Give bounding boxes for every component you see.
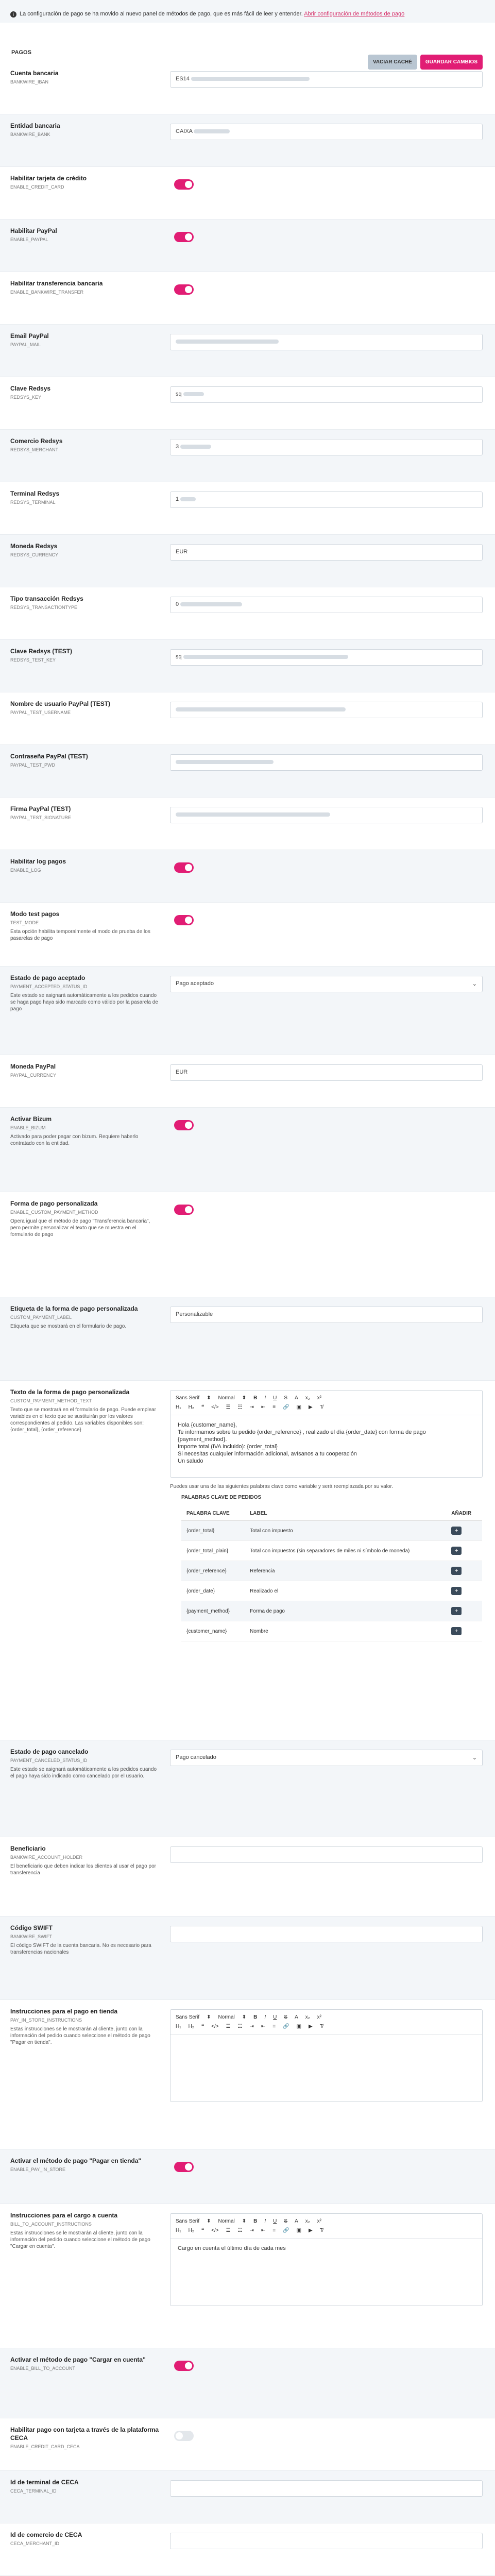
image-icon[interactable]: ▣: [296, 2228, 302, 2233]
store-instructions-editor[interactable]: [170, 2009, 483, 2102]
field-key: ENABLE_BILL_TO_ACCOUNT: [10, 2366, 75, 2371]
field-key: PAYPAL_TEST_PWD: [10, 762, 56, 768]
field-key: ENABLE_PAY_IN_STORE: [10, 2167, 66, 2172]
bill-instructions-editor[interactable]: Sans Serif ⬍ Normal ⬍ B I U S A x₂ x² H₁ H₂ ❝ </> ☰ ☷ ⇥ ⇤ ≡ 🔗 ▣ ▶ T̸ Cargo en cuenta el último día de cada mes: [170, 2213, 483, 2306]
field-key: PAYPAL_CURRENCY: [10, 1073, 57, 1078]
bizum-toggle[interactable]: [174, 1120, 194, 1130]
field-key: BANKWIRE_IBAN: [10, 79, 49, 84]
field-label: Clave Redsys: [10, 385, 51, 392]
field-key: BILL_TO_ACCOUNT_INSTRUCTIONS: [10, 2222, 92, 2227]
list-ordered-icon[interactable]: ☰: [226, 2024, 231, 2029]
field-row-paypal: [0, 219, 495, 272]
bold-icon[interactable]: B: [253, 2014, 258, 2020]
field-label: Texto de la forma de pago personalizada: [10, 1388, 130, 1396]
field-key: ENABLE_PAYPAL: [10, 237, 48, 242]
field-key: PAYPAL_MAIL: [10, 342, 41, 347]
field-key: REDSYS_TERMINAL: [10, 500, 56, 505]
keyword-label: Nombre: [245, 1621, 446, 1641]
keywords-help: Puedes usar una de las siguientes palabras clave como variable y será reemplazada por su valor.: [170, 1484, 394, 1489]
field-description: Estas instrucciones se le mostrarán al cliente, junto con la información del pedido cuando seleccione el método de pago "Cargar en cuenta".: [10, 2230, 150, 2249]
iban-input[interactable]: ES14: [170, 71, 483, 88]
masked-value: [180, 497, 196, 501]
field-description: Opera igual que el método de pago "Transferencia bancaria", pero permite personalizar el texto que se muestra en el formulario de pago: [10, 1218, 150, 1238]
field-row-redsys_key: [0, 377, 495, 430]
masked-value: [176, 812, 330, 817]
video-icon[interactable]: ▶: [309, 1404, 313, 1410]
field-row-transfer: [0, 272, 495, 325]
italic-icon[interactable]: I: [264, 2014, 266, 2020]
masked-value: [191, 77, 310, 81]
field-key: BANKWIRE_ACCOUNT_HOLDER: [10, 1855, 83, 1860]
quote-icon[interactable]: ❝: [201, 2228, 204, 2233]
field-row-redsys_terminal: [0, 482, 495, 535]
align-icon[interactable]: ≡: [272, 1404, 276, 1410]
keywords-table: [181, 1506, 482, 1641]
heading2-icon[interactable]: H₂: [188, 2024, 194, 2029]
field-row-custom_payment: [0, 1192, 495, 1297]
field-description: El beneficiario que deben indicar los clientes al usar el pago por transferencia: [10, 1863, 156, 1876]
field-key: REDSYS_TEST_KEY: [10, 657, 56, 663]
underline-icon[interactable]: U: [273, 2218, 277, 2224]
field-row-ceca_terminal: [0, 2471, 495, 2523]
field-label: Instrucciones para el pago en tienda: [10, 2008, 118, 2015]
field-label: Moneda PayPal: [10, 1063, 56, 1070]
payment-settings-link[interactable]: Abrir configuración de métodos de pago: [304, 11, 405, 17]
keyword: {order_reference}: [181, 1561, 245, 1581]
info-icon: i: [10, 11, 16, 18]
outdent-icon[interactable]: ⇤: [261, 2024, 266, 2029]
ceca-toggle[interactable]: [174, 2431, 194, 2441]
notice-text: La configuración de pago se ha movido al nuevo panel de métodos de pago, que es más fácil de leer y entender.: [20, 11, 304, 17]
keyword: {order_total_plain}: [181, 1541, 245, 1561]
beneficiary-input[interactable]: [170, 1846, 483, 1863]
font-select[interactable]: Sans Serif: [176, 2218, 200, 2224]
add-keyword-button[interactable]: +: [451, 1547, 462, 1555]
field-label: Cuenta bancaria: [10, 70, 59, 77]
redsys_transaction-input[interactable]: 0: [170, 597, 483, 613]
field-key: BANKWIRE_SWIFT: [10, 1934, 53, 1939]
field-row-credit: [0, 167, 495, 219]
field-row-cancelled: [0, 1740, 495, 1837]
field-row-bill_instr: [0, 2204, 495, 2348]
field-key: ENABLE_BIZUM: [10, 1125, 46, 1130]
field-label: Habilitar log pagos: [10, 858, 66, 865]
heading2-icon[interactable]: H₂: [188, 1404, 194, 1410]
list-bullet-icon[interactable]: ☷: [237, 2024, 243, 2029]
field-row-email_paypal: [0, 325, 495, 377]
code-icon[interactable]: </>: [211, 1404, 219, 1410]
field-row-paypal_test_user: [0, 692, 495, 745]
strike-icon[interactable]: S: [284, 2014, 288, 2020]
keyword-label: Realizado el: [245, 1581, 446, 1601]
field-label: Código SWIFT: [10, 1924, 53, 1931]
email_paypal-input[interactable]: [170, 334, 483, 350]
field-key: ENABLE_BANKWIRE_TRANSFER: [10, 290, 84, 295]
field-key: BANKWIRE_BANK: [10, 132, 50, 137]
redsys_merchant-input[interactable]: 3: [170, 439, 483, 455]
add-keyword-button[interactable]: +: [451, 1607, 462, 1615]
editor-toolbar: Sans Serif ⬍ Normal ⬍ B I U S A x₂ x² H₁ H₂ ❝ </> ☰ ☷ ⇥ ⇤ ≡ 🔗 ▣ ▶ T̸: [170, 2010, 482, 2035]
paypal_test_sig-input[interactable]: [170, 807, 483, 823]
italic-icon[interactable]: I: [264, 2218, 266, 2224]
field-label: Nombre de usuario PayPal (TEST): [10, 700, 111, 707]
heading1-icon[interactable]: H₁: [176, 1404, 181, 1410]
editor-line: Importe total (IVA incluido): {order_total}: [178, 1444, 278, 1450]
video-icon[interactable]: ▶: [309, 2228, 313, 2233]
field-label: Etiqueta de la forma de pago personalizada: [10, 1305, 138, 1312]
list-ordered-icon[interactable]: ☰: [226, 1404, 231, 1410]
save-button[interactable]: GUARDAR CAMBIOS: [420, 55, 483, 70]
video-icon[interactable]: ▶: [309, 2024, 313, 2029]
keywords-header: AÑADIR: [446, 1506, 482, 1521]
editor-toolbar: Sans Serif ⬍ Normal ⬍ B I U S A x₂ x² H₁ H₂ ❝ </> ☰ ☷ ⇥ ⇤ ≡ 🔗 ▣ ▶ T̸: [170, 2214, 482, 2239]
field-row-iban: [0, 62, 495, 114]
field-row-redsys_merchant: [0, 430, 495, 482]
field-row-redsys_currency: [0, 535, 495, 587]
field-label: Habilitar PayPal: [10, 227, 57, 234]
keyword-row: [181, 1601, 482, 1621]
paypal_test_pass-input[interactable]: [170, 754, 483, 771]
field-description: Estas instrucciones se le mostrarán al cliente, junto con la información del pedido cuando seleccione el método de pago "Pagar en tienda".: [10, 2026, 150, 2045]
editor-toolbar: Sans Serif ⬍ Normal ⬍ B I U S A x₂ x² H₁ H₂ ❝ </> ☰ ☷ ⇥ ⇤ ≡ 🔗 ▣ ▶ T̸: [170, 1391, 482, 1415]
field-label: Tipo transacción Redsys: [10, 595, 83, 602]
link-icon[interactable]: 🔗: [283, 2228, 289, 2233]
subscript-icon[interactable]: x₂: [305, 2014, 310, 2020]
paypal_currency-input[interactable]: EUR: [170, 1064, 483, 1081]
field-description: Activado para poder pagar con bizum. Requiere haberlo contratado con la entidad.: [10, 1134, 139, 1146]
custom-text-editor[interactable]: [170, 1390, 483, 1478]
field-key: PAYPAL_TEST_USERNAME: [10, 710, 71, 715]
field-row-logs: [0, 850, 495, 903]
credit-toggle[interactable]: [174, 179, 194, 190]
field-description: Esta opción habilita temporalmente el modo de prueba de los pasarelas de pago: [10, 929, 150, 941]
swift-input[interactable]: [170, 1926, 483, 1942]
field-key: CUSTOM_PAYMENT_LABEL: [10, 1315, 72, 1320]
field-row-ceca_merchant: [0, 2523, 495, 2576]
keywords-title: PALABRAS CLAVE DE PEDIDOS: [181, 1495, 262, 1500]
redsys_test_key-input[interactable]: sq: [170, 649, 483, 666]
field-key: REDSYS_KEY: [10, 395, 42, 400]
masked-value: [176, 760, 274, 764]
field-key: ENABLE_CREDIT_CARD: [10, 184, 64, 190]
clean-icon[interactable]: T̸: [319, 2228, 323, 2233]
field-key: ENABLE_CREDIT_CARD_CECA: [10, 2444, 80, 2449]
add-keyword-button[interactable]: +: [451, 1567, 462, 1575]
link-icon[interactable]: 🔗: [283, 2024, 289, 2029]
field-description: Este estado se asignará automáticamente a los pedidos cuando se haga pago haya sido marcado como válido por la pasarela de pago: [10, 993, 158, 1012]
outdent-icon[interactable]: ⇤: [261, 1404, 266, 1410]
chevron-down-icon: ⌄: [472, 981, 477, 987]
field-label: Firma PayPal (TEST): [10, 805, 71, 812]
editor-line: Si necesitas cualquier información adicional, avísanos a tu cooperación: [178, 1451, 357, 1457]
field-label: Id de comercio de CECA: [10, 2531, 82, 2538]
field-description: Este estado se asignará automáticamente a los pedidos cuando el pago haya sido indicado como cancelado por el usuario.: [10, 1767, 157, 1779]
keyword-label: Total con impuesto: [245, 1521, 446, 1541]
field-row-beneficiary: [0, 1837, 495, 1917]
field-description: Texto que se mostrará en el formulario de pago. Puede emplear variables en el texto que se sustituirán por los valores correspondientes al pedido. Las variables disponibles son: {order_total}, {order_reference}: [10, 1407, 156, 1433]
field-label: Comercio Redsys: [10, 437, 63, 445]
link-icon[interactable]: 🔗: [283, 1404, 289, 1410]
field-key: PAYMENT_CANCELED_STATUS_ID: [10, 1758, 88, 1763]
keywords-header: LABEL: [245, 1506, 446, 1521]
keyword-row: [181, 1521, 482, 1541]
field-label: Estado de pago cancelado: [10, 1748, 89, 1755]
masked-value: [194, 129, 230, 133]
empty-cache-button[interactable]: VACIAR CACHÉ: [368, 55, 417, 70]
outdent-icon[interactable]: ⇤: [261, 2228, 266, 2233]
field-row-swift: [0, 1917, 495, 2000]
migration-notice: [0, 0, 495, 23]
heading1-icon[interactable]: H₁: [176, 2024, 181, 2029]
add-keyword-button[interactable]: +: [451, 1627, 462, 1635]
field-row-custom_text: [0, 1381, 495, 1740]
store_enable-toggle[interactable]: [174, 2162, 194, 2172]
list-bullet-icon[interactable]: ☷: [237, 2228, 243, 2233]
masked-value: [176, 340, 279, 344]
bold-icon[interactable]: B: [253, 1395, 258, 1401]
ceca_terminal-input[interactable]: [170, 2480, 483, 2497]
field-label: Habilitar pago con tarjeta a través de la plataforma CECA: [10, 2426, 159, 2442]
keyword-label: Referencia: [245, 1561, 446, 1581]
field-label: Email PayPal: [10, 332, 49, 340]
ceca_merchant-input[interactable]: [170, 2533, 483, 2549]
field-label: Habilitar tarjeta de crédito: [10, 175, 87, 182]
field-row-paypal_test_sig: [0, 798, 495, 850]
color-icon[interactable]: A: [295, 2218, 298, 2224]
clean-icon[interactable]: T̸: [319, 2024, 323, 2029]
bold-icon[interactable]: B: [253, 2218, 258, 2224]
editor-line: Te informamos sobre tu pedido {order_reference} , realizado el día {order_date} con forma de pago {payment_method}.: [178, 1429, 426, 1443]
list-bullet-icon[interactable]: ☷: [237, 1404, 243, 1410]
add-keyword-button[interactable]: +: [451, 1527, 462, 1535]
field-key: PAYPAL_TEST_SIGNATURE: [10, 815, 71, 820]
image-icon[interactable]: ▣: [296, 1404, 302, 1410]
font-select[interactable]: Sans Serif: [176, 2014, 200, 2020]
field-row-redsys_test_key: [0, 640, 495, 692]
align-icon[interactable]: ≡: [272, 2228, 276, 2233]
field-key: PAY_IN_STORE_INSTRUCTIONS: [10, 2018, 82, 2023]
italic-icon[interactable]: I: [264, 1395, 266, 1401]
align-icon[interactable]: ≡: [272, 2024, 276, 2029]
image-icon[interactable]: ▣: [296, 2024, 302, 2029]
field-description: El código SWIFT de la cuenta bancaria. No es necesario para transferencias nacionales: [10, 1943, 151, 1955]
field-row-paypal_currency: [0, 1055, 495, 1108]
bank-input[interactable]: CAIXA: [170, 124, 483, 140]
field-row-paypal_test_pass: [0, 745, 495, 798]
field-row-bizum: [0, 1108, 495, 1192]
font-select[interactable]: Sans Serif: [176, 1395, 200, 1401]
field-key: CUSTOM_PAYMENT_METHOD_TEXT: [10, 1398, 92, 1403]
field-key: ENABLE_CUSTOM_PAYMENT_METHOD: [10, 1210, 98, 1215]
size-select[interactable]: Normal: [218, 2218, 235, 2224]
code-icon[interactable]: </>: [211, 2024, 219, 2029]
quote-icon[interactable]: ❝: [201, 1404, 204, 1410]
keywords-header: PALABRA CLAVE: [181, 1506, 245, 1521]
keyword-label: Total con impuestos (sin separadores de miles ni símbolo de moneda): [245, 1541, 446, 1561]
page-title: PAGOS: [11, 49, 31, 56]
field-label: Contraseña PayPal (TEST): [10, 753, 88, 760]
masked-value: [180, 445, 211, 449]
custom_payment-toggle[interactable]: [174, 1205, 194, 1215]
field-key: REDSYS_CURRENCY: [10, 552, 59, 557]
field-label: Moneda Redsys: [10, 543, 58, 550]
keyword: {order_date}: [181, 1581, 245, 1601]
masked-value: [180, 602, 242, 606]
color-icon[interactable]: A: [295, 1395, 298, 1401]
custom_label-input[interactable]: Personalizable: [170, 1307, 483, 1323]
size-select[interactable]: Normal: [218, 2014, 235, 2020]
heading1-icon[interactable]: H₁: [176, 2228, 181, 2233]
field-label: Activar Bizum: [10, 1115, 52, 1123]
indent-icon[interactable]: ⇥: [249, 2024, 254, 2029]
field-row-redsys_transaction: [0, 587, 495, 640]
strike-icon[interactable]: S: [284, 2218, 288, 2224]
underline-icon[interactable]: U: [273, 1395, 277, 1401]
field-label: Activar el método de pago "Cargar en cuenta": [10, 2356, 146, 2363]
field-label: Instrucciones para el cargo a cuenta: [10, 2212, 118, 2219]
keyword-row: [181, 1621, 482, 1641]
field-key: TEST_MODE: [10, 920, 39, 925]
field-row-accepted: [0, 967, 495, 1055]
size-select[interactable]: Normal: [218, 1395, 235, 1401]
cancelled-select[interactable]: Pago cancelado ⌄: [170, 1750, 483, 1766]
field-label: Id de terminal de CECA: [10, 2479, 79, 2486]
keyword: {order_total}: [181, 1521, 245, 1541]
field-key: ENABLE_LOG: [10, 868, 41, 873]
subscript-icon[interactable]: x₂: [305, 1395, 310, 1401]
field-label: Entidad bancaria: [10, 122, 60, 129]
masked-value: [183, 392, 204, 396]
field-key: CECA_TERMINAL_ID: [10, 2488, 57, 2494]
field-label: Forma de pago personalizada: [10, 1200, 98, 1207]
editor-line: Hola {customer_name},: [178, 1422, 237, 1428]
masked-value: [176, 707, 346, 711]
heading2-icon[interactable]: H₂: [188, 2228, 194, 2233]
field-description: Etiqueta que se mostrará en el formulario de pago.: [10, 1324, 127, 1329]
redsys_key-input[interactable]: sq: [170, 386, 483, 403]
field-label: Clave Redsys (TEST): [10, 648, 73, 655]
redsys_currency-input[interactable]: EUR: [170, 544, 483, 561]
superscript-icon[interactable]: x²: [317, 1395, 321, 1401]
quote-icon[interactable]: ❝: [201, 2024, 204, 2029]
field-label: Habilitar transferencia bancaria: [10, 280, 103, 287]
field-row-bill_enable: [0, 2348, 495, 2418]
field-label: Activar el método de pago "Pagar en tienda": [10, 2157, 142, 2164]
keyword-row: [181, 1561, 482, 1581]
field-row-custom_label: [0, 1297, 495, 1381]
field-label: Beneficiario: [10, 1845, 46, 1852]
underline-icon[interactable]: U: [273, 2014, 277, 2020]
superscript-icon[interactable]: x²: [317, 2218, 321, 2224]
subscript-icon[interactable]: x₂: [305, 2218, 310, 2224]
field-label: Estado de pago aceptado: [10, 974, 86, 981]
color-icon[interactable]: A: [295, 2014, 298, 2020]
superscript-icon[interactable]: x²: [317, 2014, 321, 2020]
test_mode-toggle[interactable]: [174, 915, 194, 925]
chevron-down-icon: ⌄: [472, 1755, 477, 1761]
strike-icon[interactable]: S: [284, 1395, 288, 1401]
editor-line: Un saludo: [178, 1458, 203, 1464]
field-row-ceca: [0, 2418, 495, 2471]
clean-icon[interactable]: T̸: [319, 1404, 323, 1410]
keyword: {customer_name}: [181, 1621, 245, 1641]
code-icon[interactable]: </>: [211, 2228, 219, 2233]
indent-icon[interactable]: ⇥: [249, 2228, 254, 2233]
keyword-label: Forma de pago: [245, 1601, 446, 1621]
list-ordered-icon[interactable]: ☰: [226, 2228, 231, 2233]
field-key: REDSYS_TRANSACTIONTYPE: [10, 605, 78, 610]
field-key: CECA_MERCHANT_ID: [10, 2541, 60, 2546]
keyword-row: [181, 1581, 482, 1601]
keyword-row: [181, 1541, 482, 1561]
field-row-test_mode: [0, 903, 495, 967]
bill_enable-toggle[interactable]: [174, 2361, 194, 2371]
accepted-select[interactable]: Pago aceptado ⌄: [170, 976, 483, 992]
paypal_test_user-input[interactable]: [170, 702, 483, 718]
masked-value: [183, 655, 348, 659]
add-keyword-button[interactable]: +: [451, 1587, 462, 1595]
field-label: Modo test pagos: [10, 910, 60, 918]
redsys_terminal-input[interactable]: 1: [170, 492, 483, 508]
field-label: Terminal Redsys: [10, 490, 60, 497]
field-key: PAYMENT_ACCEPTED_STATUS_ID: [10, 984, 88, 989]
field-row-store_enable: [0, 2149, 495, 2204]
paypal-toggle[interactable]: [174, 232, 194, 242]
indent-icon[interactable]: ⇥: [249, 1404, 254, 1410]
field-key: REDSYS_MERCHANT: [10, 447, 59, 452]
field-row-bank: [0, 114, 495, 167]
logs-toggle[interactable]: [174, 862, 194, 873]
keyword: {payment_method}: [181, 1601, 245, 1621]
field-row-store_instr: [0, 2000, 495, 2149]
transfer-toggle[interactable]: [174, 284, 194, 295]
